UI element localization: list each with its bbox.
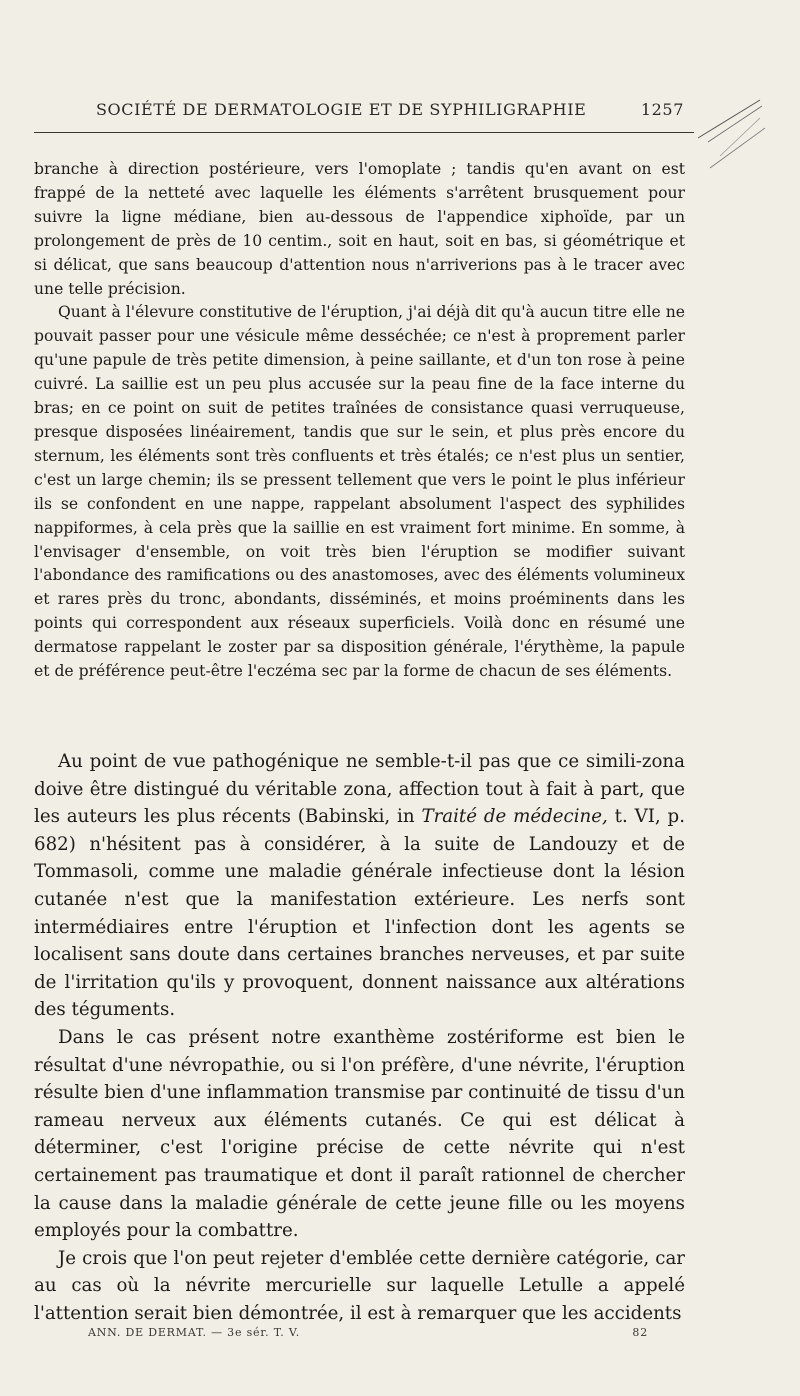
running-header bbox=[34, 100, 684, 119]
page-footer bbox=[88, 1326, 648, 1339]
header-rule bbox=[34, 132, 694, 133]
text-run: Au point de vue pathogénique ne semble-t-il pas que ce simili-zona doive être distingué du véritable zona, affection tout à fait à part, que les auteurs les plus récents (Babinski, in bbox=[34, 751, 685, 828]
pencil-marks bbox=[690, 98, 790, 188]
cited-work-title: Traité de médecine, bbox=[421, 806, 608, 828]
paragraph-continued: branche à direction postérieure, vers l'omoplate ; tandis qu'en avant on est frappé de la netteté avec laquelle les éléments s'arrêtent brusquement pour suivre la ligne médiane, bien au-dessous de l'appendice xiphoïde, par un prolongement de près de 10 centim., soit en haut, soit en bas, si géométrique et si délicat, que sans beaucoup d'attention nous n'arriverions pas à le tracer avec une telle précision. bbox=[34, 160, 685, 298]
paragraph-eruption: Quant à l'élevure constitutive de l'éruption, j'ai déjà dit qu'à aucun titre elle ne pouvait passer pour une vésicule même desséchée; ce n'est à proprement parler qu'une papule de très petite dimension, à peine saillante, et d'un ton rose à peine cuivré. La saillie est un peu plus accusée sur la peau fine de la face interne du bras; en ce point on suit de petites traînées de consistance quasi verruqueuse, presque disposées linéairement, tandis que sur le sein, et plus près encore du sternum, les éléments sont très confluents et très étalés; ce n'est plus un sentier, c'est un large chemin; ils se pressent tellement que vers le point le plus inférieur ils se confondent en une nappe, rappelant absolument l'aspect des syphilides nappiformes, à cela près que la saillie en est vraiment fort minime. En somme, à l'envisager d'ensemble, on voit très bien l'éruption se modifier suivant l'abondance des ramifications ou des anastomoses, avec des éléments volumineux et rares près du tronc, abondants, disséminés, et moins proéminents dans les points qui correspondent aux réseaux superficiels. Voilà donc en résumé une dermatose rappelant le zoster par sa disposition générale, l'érythème, la papule et de préférence peut-être l'eczéma sec par la forme de chacun de ses éléments. bbox=[34, 303, 685, 681]
printer-signature: ANN. DE DERMAT. — 3e sér. T. V. bbox=[88, 1326, 301, 1339]
running-title: SOCIÉTÉ DE DERMATOLOGIE ET DE SYPHILIGRAPHIE bbox=[96, 100, 587, 119]
paragraph-nevrite: Dans le cas présent notre exanthème zostériforme est bien le résultat d'une névropathie, ou si l'on préfère, d'une névrite, l'éruption résulte bien d'une inflammation transmise par continuité de tissu d'un rameau nerveux aux éléments cutanés. Ce qui est délicat à déterminer, c'est l'origine précise de cette névrite qui n'est certainement pas traumatique et dont il paraît rationnel de chercher la cause dans la maladie générale de cette jeune fille ou les moyens employés pour la combattre. bbox=[34, 1026, 685, 1242]
small-print-section bbox=[34, 158, 685, 684]
text-run: t. VI, p. 682) n'hésitent pas à considérer, à la suite de Landouzy et de Tommasoli, comme une maladie générale infectieuse dont la lésion cutanée n'est que la manifestation extérieure. Les nerfs sont intermédiaires entre l'éruption et l'infection dont les agents se localisent sans doute dans certaines branches nerveuses, et par suite de l'irritation qu'ils y provoquent, donnent naissance aux altérations des téguments. bbox=[34, 806, 685, 1021]
main-text-section bbox=[34, 748, 685, 1327]
paragraph-categorie: Je crois que l'on peut rejeter d'emblée cette dernière catégorie, car au cas où la névrite mercurielle sur laquelle Letulle a appelé l'attention serait bien démontrée, il est à remarquer que les accidents bbox=[34, 1247, 685, 1324]
paragraph-pathogenie bbox=[34, 748, 685, 1024]
sheet-number: 82 bbox=[632, 1326, 648, 1339]
page-number: 1257 bbox=[640, 100, 684, 119]
